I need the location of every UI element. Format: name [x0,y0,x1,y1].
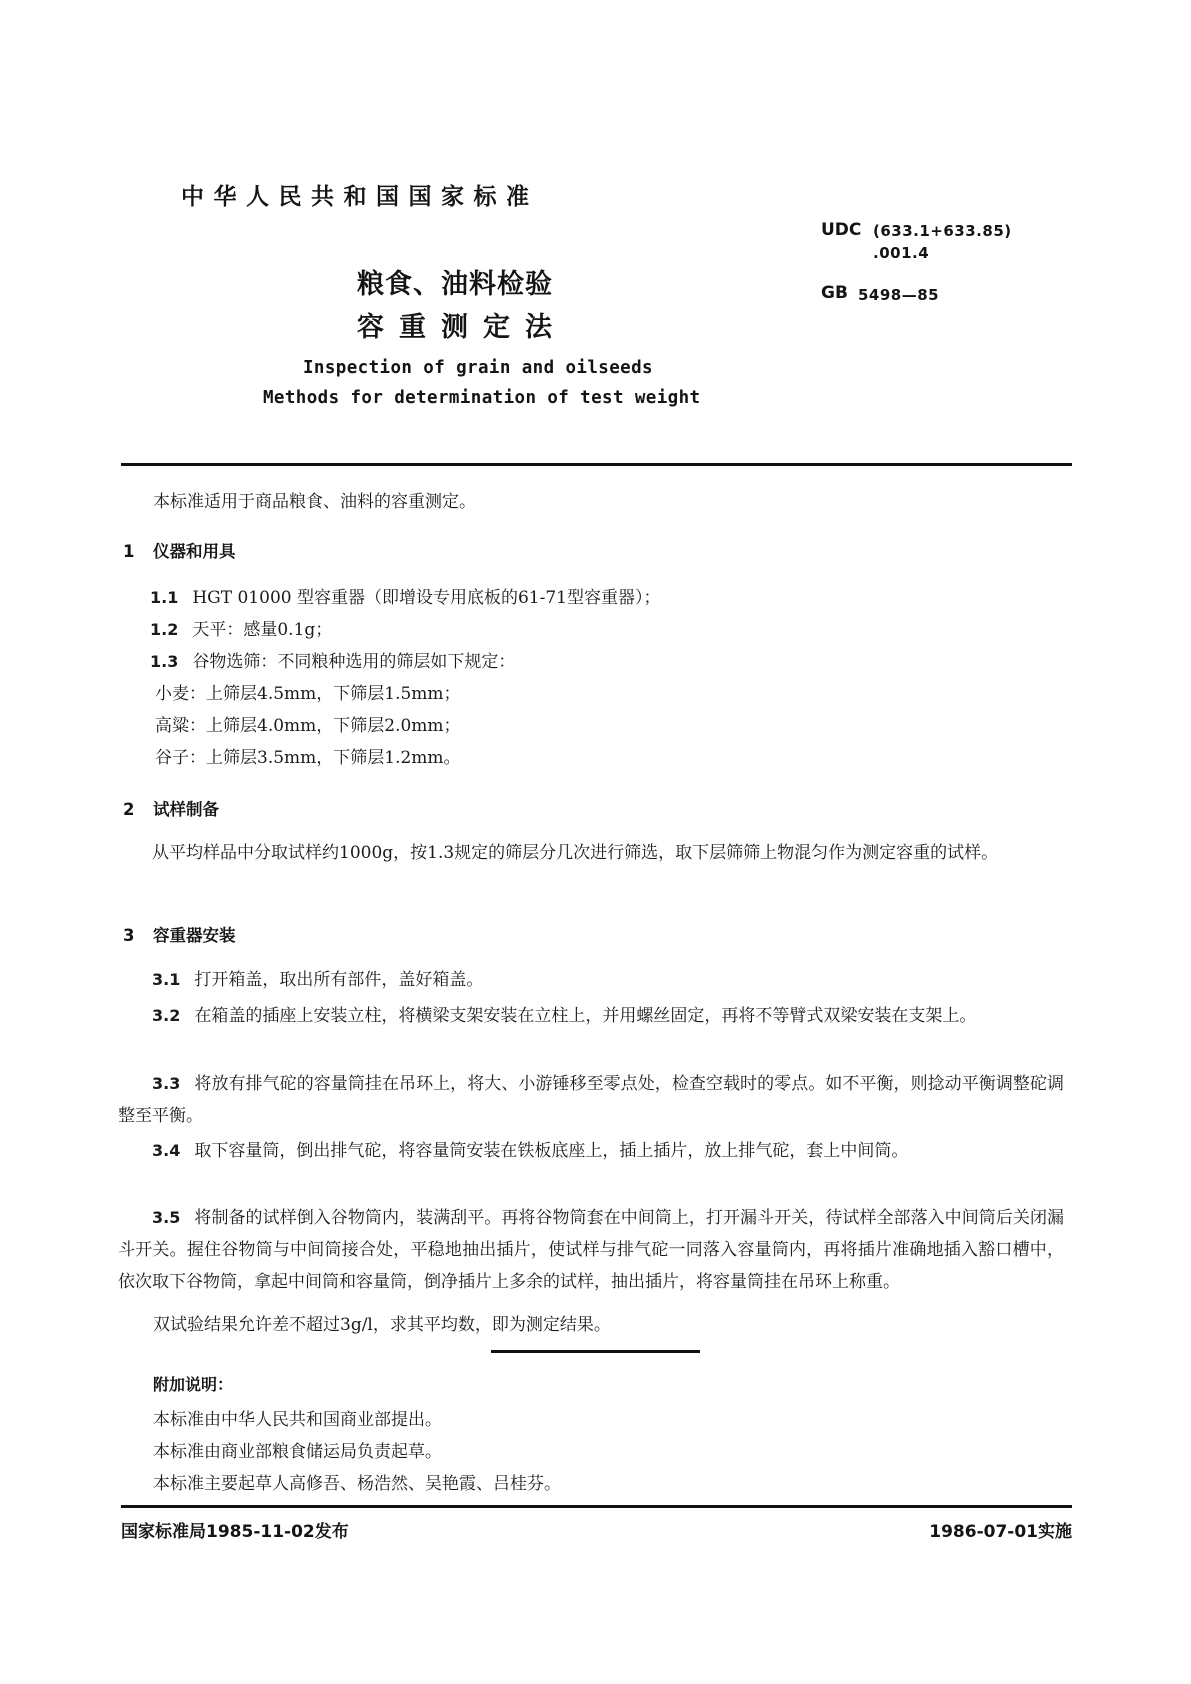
item-text: 将制备的试样倒入谷物筒内，装满刮平。再将谷物筒套在中间筒上，打开漏斗开关，待试样全部落入中间筒后关闭漏斗开关。握住谷物筒与中间筒接合处，平稳地抽出插片，使试样与排气砣一同落入容量筒内，再将插片准确地插入豁口槽中，依次取下谷物筒，拿起中间筒和容量筒，倒净插片上多余的试样，抽出插片，将容量筒挂在吊环上称重。 [118,1208,1064,1292]
item-number: 1.2 [150,620,179,639]
paragraph-text: 从平均样品中分取试样约1000g，按1.3规定的筛层分几次进行筛选，取下层筛筛上物混匀作为测定容重的试样。 [152,843,999,863]
item-text: 取下容量筒，倒出排气砣，将容量筒安装在铁板底座上，插上插片，放上排气砣，套上中间筒。 [194,1141,909,1161]
english-title-line-1: Inspection of grain and oilseeds [303,358,653,378]
udc-code-line-2: .001.4 [873,244,930,262]
gb-label: GB [821,283,848,303]
udc-code-line-1: (633.1+633.85) [873,222,1012,240]
item-number: 3.3 [152,1074,181,1093]
item-3-5 [118,1202,1064,1298]
issue-date: 国家标准局1985-11-02发布 [121,1522,349,1542]
item-text: 在箱盖的插座上安装立柱，将横梁支架安装在立柱上，并用螺丝固定，再将不等臂式双梁安装在支架上。 [194,1006,977,1026]
sieve-spec-sorghum: 高粱：上筛层4.0mm，下筛层2.0mm； [155,716,461,736]
item-1-2 [150,615,332,640]
item-text: 打开箱盖，取出所有部件，盖好箱盖。 [194,970,484,990]
standard-organization-title: 中华人民共和国国家标准 [181,184,539,210]
header-divider [121,463,1072,466]
item-3-1 [118,964,1064,996]
section-number: 1 [123,542,135,561]
item-1-3 [150,647,515,672]
effective-date: 1986-07-01实施 [929,1522,1072,1542]
section-title: 容重器安装 [153,926,236,945]
item-3-3 [118,1068,1064,1132]
section-2-heading [123,796,219,820]
item-number: 1.3 [150,652,179,671]
section-number: 2 [123,800,135,819]
additional-note-line: 本标准主要起草人高修吾、杨浩然、吴艳霞、吕桂芬。 [153,1474,561,1494]
item-number: 3.1 [152,970,181,989]
scope-statement: 本标准适用于商品粮食、油料的容重测定。 [153,492,476,512]
sample-preparation-paragraph [118,837,1064,869]
document-title-line-1: 粮食、油料检验 [357,269,553,300]
item-number: 3.4 [152,1141,181,1160]
item-number: 3.2 [152,1006,181,1025]
section-3-heading [123,922,236,946]
item-3-4 [118,1135,1064,1167]
item-1-1 [150,583,660,608]
additional-notes-title: 附加说明： [153,1375,234,1394]
item-number: 3.5 [152,1208,181,1227]
additional-note-line: 本标准由中华人民共和国商业部提出。 [153,1410,442,1430]
item-text: 将放有排气砣的容量筒挂在吊环上，将大、小游锤移至零点处，检查空载时的零点。如不平衡，则捻动平衡调整砣调整至平衡。 [118,1074,1064,1126]
end-of-text-divider [491,1350,700,1353]
item-text: 谷物选筛：不同粮种选用的筛层如下规定： [192,652,516,672]
section-number: 3 [123,926,135,945]
item-number: 1.1 [150,588,179,607]
item-text: HGT 01000 型容重器（即增设专用底板的61-71型容重器）； [192,588,661,608]
result-note: 双试验结果允许差不超过3g/l，求其平均数，即为测定结果。 [153,1315,611,1335]
gb-code: 5498—85 [858,286,940,304]
sieve-spec-millet: 谷子：上筛层3.5mm，下筛层1.2mm。 [155,748,461,768]
footer-divider [121,1505,1072,1508]
document-title-line-2: 容重测定法 [357,312,567,343]
item-3-2 [118,1000,1064,1032]
section-title: 仪器和用具 [153,542,236,561]
udc-label: UDC [821,220,862,240]
additional-note-line: 本标准由商业部粮食储运局负责起草。 [153,1442,442,1462]
section-1-heading [123,538,236,562]
item-text: 天平：感量0.1g； [192,620,333,640]
sieve-spec-wheat: 小麦：上筛层4.5mm，下筛层1.5mm； [155,684,461,704]
section-title: 试样制备 [153,800,219,819]
english-title-line-2: Methods for determination of test weight [263,388,701,408]
